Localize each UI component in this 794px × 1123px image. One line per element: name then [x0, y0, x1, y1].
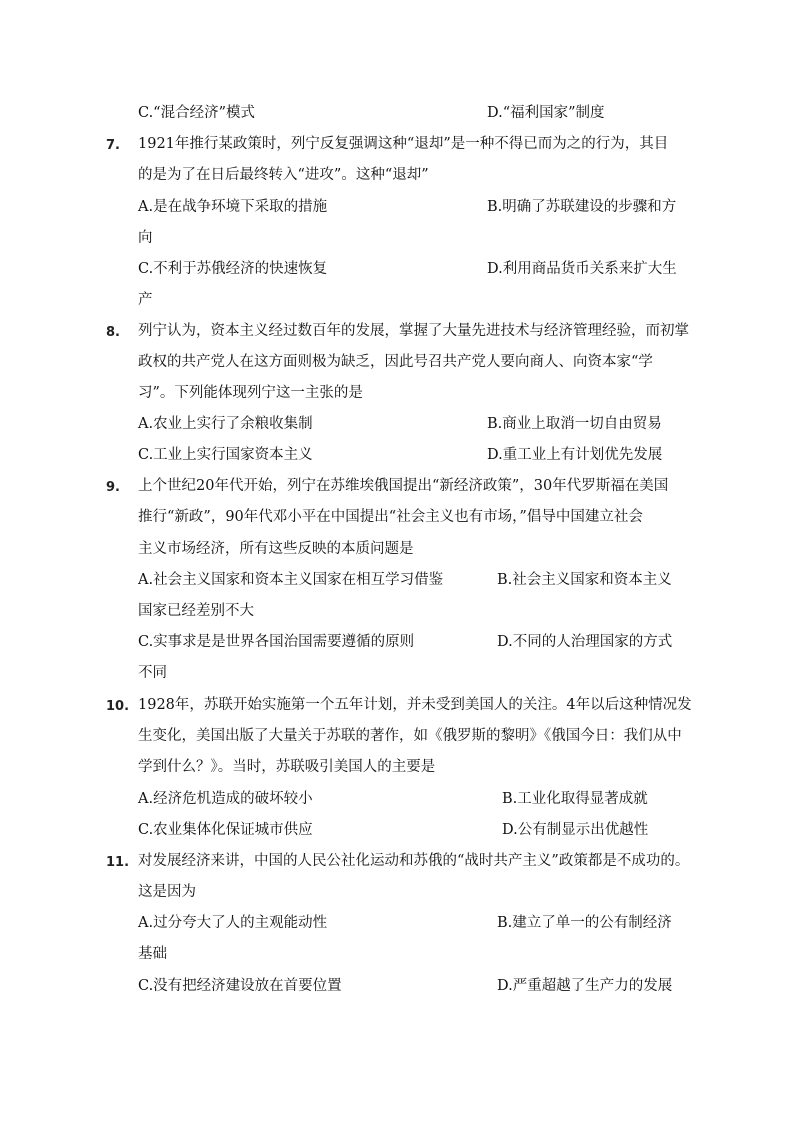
q7-option-d: D.利用商品货币关系来扩大生 [487, 261, 677, 277]
q8-option-a: A.农业上实行了余粮收集制 [138, 416, 313, 432]
q7-stem-line-2: 的是为了在日后最终转入“进攻”。这种“退却” [138, 167, 429, 183]
q10-stem-line-1: 1928年，苏联开始实施第一个五年计划，并未受到美国人的关注。4年以后这种情况发 [138, 697, 692, 713]
q6-option-c: C.“混合经济”模式 [138, 105, 256, 121]
q9-stem-line-1: 上个世纪20年代开始，列宁在苏维埃俄国提出“新经济政策”，30年代罗斯福在美国 [138, 478, 669, 494]
q9-option-a: A.社会主义国家和资本主义国家在相互学习借鉴 [138, 572, 444, 588]
q9-stem-line-2: 推行“新政”，90年代邓小平在中国提出“社会主义也有市场，”倡导中国建立社会 [138, 509, 643, 525]
q7-option-d-cont: 产 [138, 292, 153, 308]
q8-stem-line-2: 政权的共产党人在这方面则极为缺乏，因此号召共产党人要向商人、向资本家“学 [138, 354, 653, 370]
q7-stem-line-1: 1921年推行某政策时，列宁反复强调这种“退却”是一种不得已而为之的行为，其目 [138, 136, 669, 152]
q7-option-c: C.不利于苏俄经济的快速恢复 [138, 261, 328, 277]
q10-option-d: D.公有制显示出优越性 [502, 822, 649, 838]
q7-number: 7. [106, 138, 120, 153]
q6-option-d: D.“福利国家”制度 [487, 105, 605, 121]
q11-option-b-cont: 基础 [138, 946, 167, 962]
q11-number: 11. [106, 855, 130, 870]
q8-option-b: B.商业上取消一切自由贸易 [487, 416, 662, 432]
q10-option-c: C.农业集体化保证城市供应 [138, 822, 313, 838]
q8-option-d: D.重工业上有计划优先发展 [487, 447, 663, 463]
q9-option-d-cont: 不同 [138, 665, 167, 681]
q10-stem-line-2: 生变化，美国出版了大量关于苏联的著作，如《俄罗斯的黎明》《俄国今日：我们从中 [138, 728, 682, 744]
q11-option-b: B.建立了单一的公有制经济 [497, 915, 672, 931]
q8-stem-line-3: 习”。下列能体现列宁这一主张的是 [138, 385, 363, 401]
q11-stem-line-2: 这是因为 [138, 884, 196, 900]
q11-option-c: C.没有把经济建设放在首要位置 [138, 978, 342, 994]
q9-stem-line-3: 主义市场经济，所有这些反映的本质问题是 [138, 541, 414, 557]
q7-option-b: B.明确了苏联建设的步骤和方 [487, 199, 677, 215]
q8-stem-line-1: 列宁认为，资本主义经过数百年的发展，掌握了大量先进技术与经济管理经验，而初掌 [138, 323, 689, 339]
q11-option-a: A.过分夸大了人的主观能动性 [138, 915, 328, 931]
q7-option-a: A.是在战争环境下采取的措施 [138, 199, 328, 215]
q10-number: 10. [106, 699, 130, 714]
q8-option-c: C.工业上实行国家资本主义 [138, 447, 313, 463]
q9-option-d: D.不同的人治理国家的方式 [497, 634, 673, 650]
q9-option-b: B.社会主义国家和资本主义 [497, 572, 672, 588]
q9-option-c: C.实事求是是世界各国治国需要遵循的原则 [138, 634, 415, 650]
q11-stem-line-1: 对发展经济来讲，中国的人民公社化运动和苏俄的“战时共产主义”政策都是不成功的。 [138, 853, 690, 869]
q11-option-d: D.严重超越了生产力的发展 [497, 978, 673, 994]
q8-number: 8. [106, 325, 120, 340]
q10-stem-line-3: 学到什么？》。当时，苏联吸引美国人的主要是 [138, 759, 436, 775]
q7-option-b-cont: 向 [138, 230, 153, 246]
q10-option-a: A.经济危机造成的破坏较小 [138, 791, 313, 807]
q10-option-b: B.工业化取得显著成就 [502, 791, 648, 807]
q9-option-b-cont: 国家已经差别不大 [138, 603, 254, 619]
q9-number: 9. [106, 480, 120, 495]
